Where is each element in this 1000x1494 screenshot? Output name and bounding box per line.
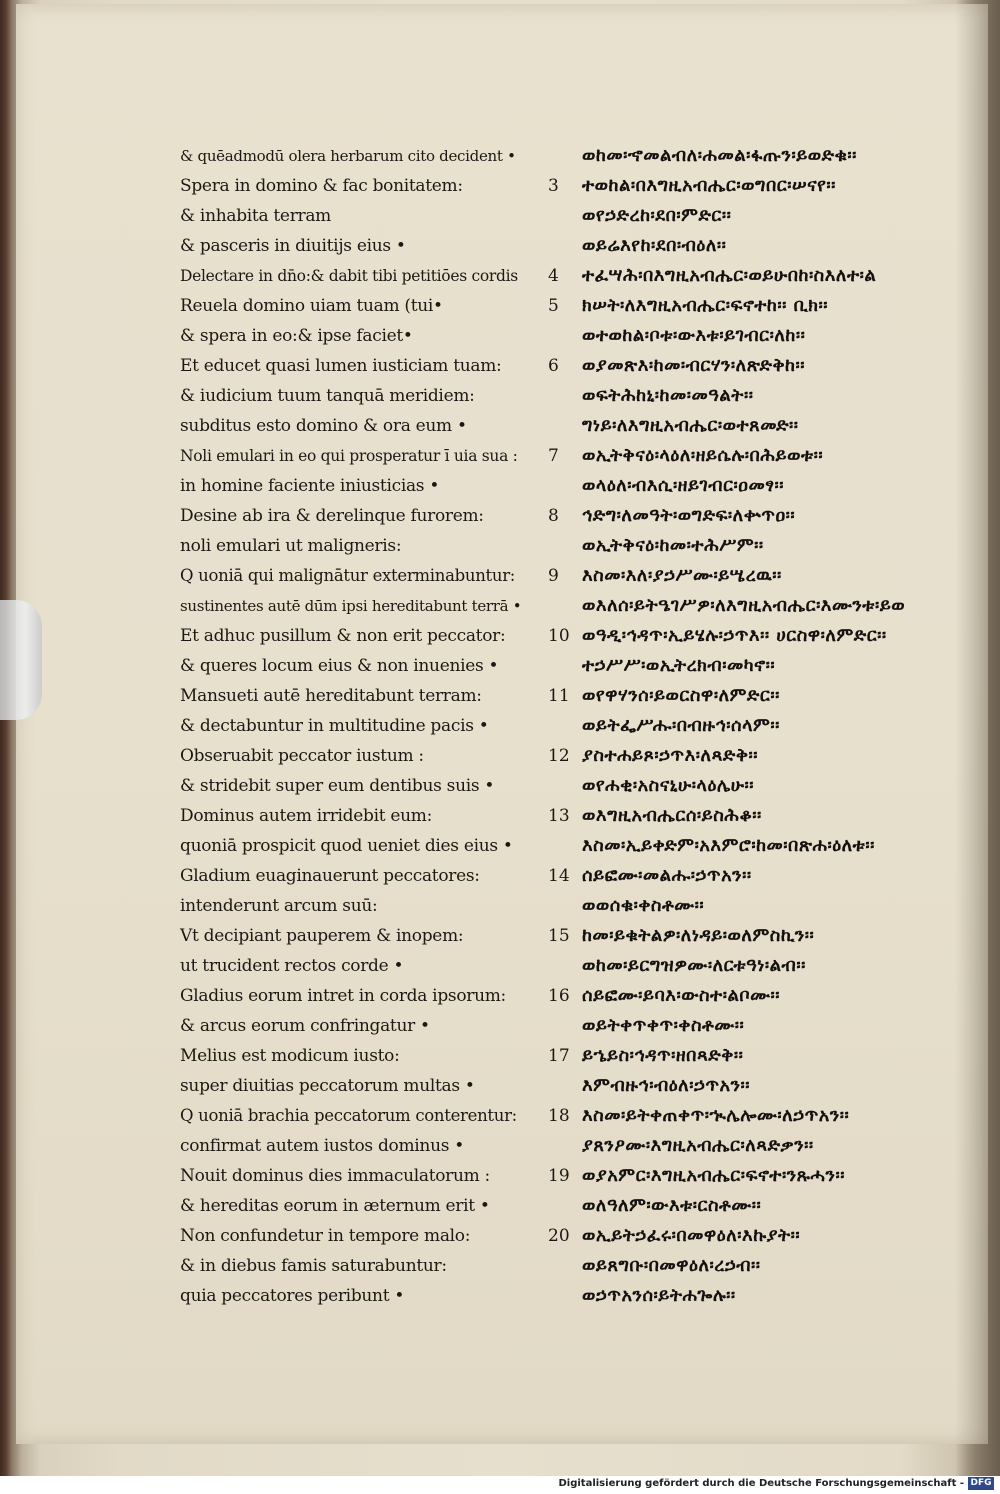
verse-line: [548, 441, 968, 471]
geez-text: ወከመ፡ይርግዝዎሙ፡ለርቱዓነ፡ልብ፡፡: [582, 955, 806, 976]
verse-number: 6: [548, 356, 559, 376]
verse-line: [548, 801, 968, 831]
verse-number: 14: [548, 866, 570, 886]
verse-line: [548, 291, 968, 321]
geez-text: ወይትቀጥቀጥ፡ቀስቶሙ፡፡: [582, 1015, 745, 1036]
geez-text: ወይትፌሥሑ፡በብዙኅ፡ሰላም፡፡: [582, 715, 780, 736]
verse-line: [548, 261, 968, 291]
verse-line: [548, 1101, 968, 1131]
latin-line: & in diebus famis saturabuntur:: [180, 1256, 447, 1276]
verse-line: [548, 501, 968, 531]
geez-text: ወኢይትኃፈሩ፡በመዋዕለ፡እኩያት፡፡: [582, 1225, 801, 1246]
geez-text: ወይጸግቡ፡በመዋዕለ፡ረኃብ፡፡: [582, 1255, 761, 1276]
geez-text: ወእለሰ፡ይትዔገሥዎ፡ለእግዚአብሔር፡እሙንቱ፡ይወ: [582, 595, 906, 616]
verse-line: [548, 1281, 968, 1311]
geez-text: ያጸንዖሙ፡እግዚአብሔር፡ለጻድቃን፡፡: [582, 1135, 814, 1156]
verse-number: 20: [548, 1226, 570, 1246]
geez-text: ወዓዲ፡ኅዳጥ፡ኢይሄሉ፡ኃጥእ፡፡ ሀርስዋ፡ለምድር፡፡: [582, 625, 887, 646]
latin-line: & hereditas eorum in æternum erit •: [180, 1196, 490, 1216]
verse-line: [548, 591, 968, 621]
verse-number: 17: [548, 1046, 570, 1066]
verse-line: [548, 321, 968, 351]
geez-text: ወየዋሃንሰ፡ይወርስዋ፡ለምድር፡፡: [582, 685, 780, 706]
geez-text: ወኢትቅናዕ፡ላዕለ፡ዘይሴሉ፡በሕይወቱ፡፡: [582, 445, 824, 466]
verse-line: [548, 951, 968, 981]
geez-text: ያስተሐይጾ፡ኃጥእ፡ለጻድቅ፡፡: [582, 745, 758, 766]
verse-line: [548, 681, 968, 711]
latin-line: & spera in eo:& ipse faciet•: [180, 326, 413, 346]
latin-line: ut trucident rectos corde •: [180, 956, 404, 976]
verse-line: [548, 1191, 968, 1221]
geez-text: ወወሰቁ፡ቀስቶሙ፡፡: [582, 895, 705, 916]
geez-text: ወእግዚአብሔርሰ፡ይስሕቆ፡፡: [582, 805, 762, 826]
verse-line: [548, 141, 968, 171]
verse-line: [548, 381, 968, 411]
verse-line: [548, 1221, 968, 1251]
geez-column: [548, 141, 968, 1311]
latin-line: Gladius eorum intret in corda ipsorum:: [180, 986, 506, 1006]
page-clip: [0, 600, 42, 720]
latin-line: Dominus autem irridebit eum:: [180, 806, 433, 826]
verse-line: [548, 921, 968, 951]
latin-line: & quēadmodū olera herbarum cito decident •: [180, 147, 516, 165]
latin-line: Spera in domino & fac bonitatem:: [180, 176, 463, 196]
latin-line: Delectare in dn̄o:& dabit tibi petitiōes cordis: [180, 267, 518, 285]
geez-text: ወየኃድረከ፡ደበ፡ምድር፡፡: [582, 205, 732, 226]
geez-text: ወከመ፡ኆመልብለ፡ሐመል፡ፋጡን፡ይወድቁ፡፡: [582, 145, 857, 166]
verse-line: [548, 1251, 968, 1281]
latin-line: & inhabita terram: [180, 206, 331, 226]
verse-number: 19: [548, 1166, 570, 1186]
verse-number: 18: [548, 1106, 570, 1126]
geez-text: ተወከል፡በእግዚአብሔር፡ወግበር፡ሠናየ፡፡: [582, 175, 836, 196]
latin-line: & stridebit super eum dentibus suis •: [180, 776, 495, 796]
verse-line: [548, 771, 968, 801]
verse-number: 7: [548, 446, 559, 466]
verse-number: 4: [548, 266, 559, 286]
verse-number: 11: [548, 686, 570, 706]
latin-line: & dectabuntur in multitudine pacis •: [180, 716, 489, 736]
geez-text: እምብዙኅ፡ብዕለ፡ኃጥአን፡፡: [582, 1075, 751, 1096]
geez-text: ተኃሥሥ፡ወኢትረክብ፡መካኖ፡፡: [582, 655, 776, 676]
verse-number: 8: [548, 506, 559, 526]
latin-line: Melius est modicum iusto:: [180, 1046, 400, 1066]
verse-number: 13: [548, 806, 570, 826]
latin-line: Reuela domino uiam tuam (tui•: [180, 296, 443, 316]
latin-column: [180, 141, 525, 1311]
geez-text: ግነይ፡ለእግዚአብሔር፡ወተጸመድ፡፡: [582, 415, 799, 436]
geez-text: ወኢትቅናዕ፡ከመ፡ተሕሥም፡፡: [582, 535, 764, 556]
latin-line: quia peccatores peribunt •: [180, 1286, 405, 1306]
geez-text: ወየሐቂ፡አስናኒሁ፡ላዕሌሁ፡፡: [582, 775, 755, 796]
verse-number: 12: [548, 746, 570, 766]
verse-line: [548, 891, 968, 921]
verse-number: 5: [548, 296, 559, 316]
verse-line: [548, 741, 968, 771]
latin-line: intenderunt arcum suū:: [180, 896, 378, 916]
geez-text: ወያአምር፡እግዚአብሔር፡ፍኖተ፡ንጹሓን፡፡: [582, 1165, 845, 1186]
dfg-logo: DFG: [968, 1477, 994, 1490]
verse-line: [548, 711, 968, 741]
latin-line: Non confundetur in tempore malo:: [180, 1226, 471, 1246]
verse-line: [548, 1071, 968, 1101]
verse-line: [548, 561, 968, 591]
verse-number: 3: [548, 176, 559, 196]
latin-line: Nouit dominus dies immaculatorum :: [180, 1166, 490, 1186]
verse-line: [548, 411, 968, 441]
latin-line: Et adhuc pusillum & non erit peccator:: [180, 626, 506, 646]
latin-line: & queres locum eius & non inuenies •: [180, 656, 499, 676]
latin-line: noli emulari ut maligneris:: [180, 536, 402, 556]
verse-line: [548, 231, 968, 261]
verse-line: [548, 201, 968, 231]
latin-line: Q uoniā qui malignātur exterminabuntur:: [180, 566, 516, 585]
verse-line: [548, 831, 968, 861]
latin-line: sustinentes autē dūm ipsi hereditabunt terrā •: [180, 597, 522, 615]
verse-line: [548, 531, 968, 561]
latin-line: Noli emulari in eo qui prosperatur ī uia sua :: [180, 447, 518, 465]
geez-text: ኅድግ፡ለመዓት፡ወግድፍ፡ለቍጥዐ፡፡: [582, 505, 796, 526]
geez-text: ወለዓለም፡ውእቱ፡ርስቶሙ፡፡: [582, 1195, 762, 1216]
geez-text: ወያመጽእ፡ከመ፡ብርሃን፡ለጽድቅከ፡፡: [582, 355, 805, 376]
digitization-credit: Digitalisierung gefördert durch die Deutsche Forschungsgemeinschaft -: [558, 1478, 964, 1489]
geez-text: ተፈሣሕ፡በእግዚአብሔር፡ወይሁበከ፡ስእለተ፡ል: [582, 265, 877, 286]
latin-line: subditus esto domino & ora eum •: [180, 416, 467, 436]
latin-line: Et educet quasi lumen iusticiam tuam:: [180, 356, 502, 376]
geez-text: ይኄይስ፡ኅዳጥ፡ዘበጻድቅ፡፡: [582, 1045, 744, 1066]
verse-line: [548, 621, 968, 651]
geez-text: ሰይፎሙ፡ይባእ፡ውስተ፡ልቦሙ፡፡: [582, 985, 781, 1006]
verse-line: [548, 171, 968, 201]
latin-line: super diuitias peccatorum multas •: [180, 1076, 475, 1096]
latin-line: quoniā prospicit quod ueniet dies eius •: [180, 836, 513, 856]
latin-line: Mansueti autē hereditabunt terram:: [180, 686, 482, 706]
verse-number: 16: [548, 986, 570, 1006]
geez-text: ሰይፎሙ፡መልሑ፡ኃጥአን፡፡: [582, 865, 752, 886]
latin-line: Vt decipiant pauperem & inopem:: [180, 926, 464, 946]
geez-text: ወይሬእየከ፡ደበ፡ብዕለ፡፡: [582, 235, 727, 256]
geez-text: ከመ፡ይቁትልዎ፡ለነዳይ፡ወለምስኪን፡፡: [582, 925, 815, 946]
geez-text: እስመ፡ኢይቀድም፡አእምሮ፡ከመ፡በጽሐ፡ዕለቱ፡፡: [582, 835, 875, 856]
geez-text: ወተወከል፡ቦቱ፡ውእቱ፡ይገብር፡ለከ፡፡: [582, 325, 806, 346]
latin-line: Desine ab ira & derelinque furorem:: [180, 506, 484, 526]
latin-line: Obseruabit peccator iustum :: [180, 746, 424, 766]
latin-line: Gladium euaginauerunt peccatores:: [180, 866, 480, 886]
geez-text: ክሠት፡ለእግዚአብሔር፡ፍኖተከ፡፡ ቢክ፡፡: [582, 295, 828, 316]
geez-text: ወኃጥአንሰ፡ይትሐጐሉ፡፡: [582, 1285, 736, 1306]
verse-line: [548, 981, 968, 1011]
verse-number: 15: [548, 926, 570, 946]
latin-line: in homine faciente iniusticias •: [180, 476, 440, 496]
geez-text: እስመ፡ይትቀጠቀጥ፡ኊሌሎሙ፡ለኃጥአን፡፡: [582, 1105, 850, 1126]
verse-line: [548, 651, 968, 681]
verse-line: [548, 471, 968, 501]
geez-text: ወፍትሕከኒ፡ከመ፡መዓልት፡፡: [582, 385, 754, 406]
verse-line: [548, 351, 968, 381]
verse-line: [548, 1161, 968, 1191]
latin-line: & iudicium tuum tanquā meridiem:: [180, 386, 475, 406]
verse-line: [548, 1041, 968, 1071]
latin-line: confirmat autem iustos dominus •: [180, 1136, 464, 1156]
geez-text: እስመ፡እለ፡ያኃሥሙ፡ይሤረዉ፡፡: [582, 565, 782, 586]
verse-line: [548, 861, 968, 891]
verse-number: 9: [548, 566, 559, 586]
geez-text: ወላዕለ፡ብእሲ፡ዘይገብር፡ዐመፃ፡፡: [582, 475, 785, 496]
verse-line: [548, 1011, 968, 1041]
latin-line: Q uoniā brachia peccatorum conterentur:: [180, 1106, 517, 1125]
verse-number: 10: [548, 626, 570, 646]
verse-line: [548, 1131, 968, 1161]
latin-line: & pasceris in diuitijs eius •: [180, 236, 406, 256]
latin-line: & arcus eorum confringatur •: [180, 1016, 430, 1036]
